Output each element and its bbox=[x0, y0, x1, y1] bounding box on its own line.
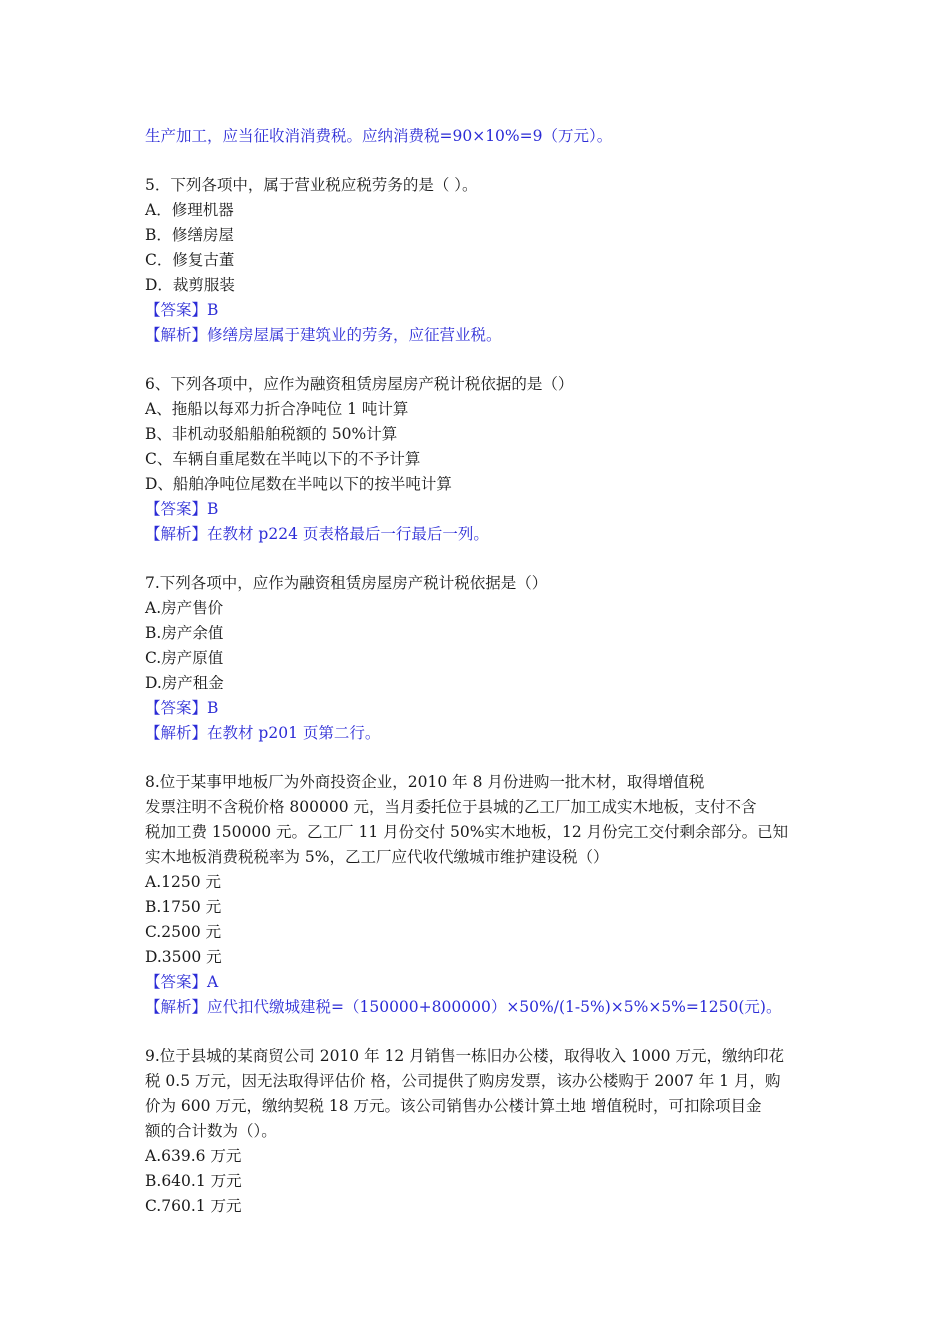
question-stem-line: 6、下列各项中，应作为融资租赁房屋房产税计税依据的是（） bbox=[145, 375, 574, 393]
option-d: D．裁剪服装 bbox=[145, 276, 235, 294]
answer-line: 【答案】B bbox=[145, 500, 219, 518]
analysis-line: 【解析】在教材 p224 页表格最后一行最后一列。 bbox=[145, 525, 489, 543]
question-stem-line: 9.位于县城的某商贸公司 2010 年 12 月销售一栋旧办公楼，取得收入 1000 万元，缴纳印花 bbox=[145, 1047, 784, 1065]
question-stem-line: 7.下列各项中，应作为融资租赁房屋房产税计税依据是（） bbox=[145, 574, 548, 592]
question-stem-line: 税加工费 150000 元。乙工厂 11 月份交付 50%实木地板，12 月份完工交付剩余部分。已知 bbox=[145, 823, 789, 841]
paragraph-gap bbox=[145, 1020, 815, 1044]
question-stem-line: 价为 600 万元，缴纳契税 18 万元。该公司销售办公楼计算土地 增值税时，可扣除项目金 bbox=[145, 1097, 762, 1115]
analysis-line: 【解析】在教材 p201 页第二行。 bbox=[145, 724, 381, 742]
option-b: B、非机动驳船船舶税额的 50%计算 bbox=[145, 425, 398, 443]
question-stem-line: 8.位于某事甲地板厂为外商投资企业，2010 年 8 月份进购一批木材，取得增值税 bbox=[145, 773, 705, 791]
question-7 bbox=[145, 571, 815, 746]
option-c: C．修复古董 bbox=[145, 251, 235, 269]
answer-line: 【答案】A bbox=[145, 973, 219, 991]
option-b: B.房产余值 bbox=[145, 624, 224, 642]
document-body bbox=[145, 124, 815, 1219]
option-b: B.640.1 万元 bbox=[145, 1172, 242, 1190]
option-a: A、拖船以每邓力折合净吨位 1 吨计算 bbox=[145, 400, 409, 418]
option-a: A.房产售价 bbox=[145, 599, 224, 617]
paragraph-gap bbox=[145, 547, 815, 571]
option-c: C、车辆自重尾数在半吨以下的不予计算 bbox=[145, 450, 421, 468]
question-stem-line: 额的合计数为（）。 bbox=[145, 1122, 277, 1140]
question-stem-line: 税 0.5 万元，因无法取得评估价 格，公司提供了购房发票，该办公楼购于 2007 年 1 月，购 bbox=[145, 1072, 781, 1090]
intro-explanation-line: 生产加工，应当征收消消费税。应纳消费税=90×10%=9（万元）。 bbox=[145, 127, 613, 145]
option-d: D.3500 元 bbox=[145, 948, 222, 966]
option-a: A.1250 元 bbox=[145, 873, 221, 891]
question-6 bbox=[145, 372, 815, 547]
option-a: A.639.6 万元 bbox=[145, 1147, 242, 1165]
analysis-line: 【解析】修缮房屋属于建筑业的劳务，应征营业税。 bbox=[145, 326, 502, 344]
question-5 bbox=[145, 173, 815, 348]
option-b: B．修缮房屋 bbox=[145, 226, 234, 244]
analysis-line: 【解析】应代扣代缴城建税=（150000+800000）×50%/(1-5%)×5%×5%=1250(元)。 bbox=[145, 998, 782, 1016]
paragraph-gap bbox=[145, 746, 815, 770]
option-a: A．修理机器 bbox=[145, 201, 234, 219]
option-c: C.760.1 万元 bbox=[145, 1197, 242, 1215]
answer-line: 【答案】B bbox=[145, 699, 219, 717]
option-c: C.2500 元 bbox=[145, 923, 222, 941]
option-c: C.房产原值 bbox=[145, 649, 224, 667]
question-8 bbox=[145, 770, 815, 1020]
question-9 bbox=[145, 1044, 815, 1219]
option-d: D.房产租金 bbox=[145, 674, 224, 692]
answer-line: 【答案】B bbox=[145, 301, 219, 319]
option-d: D、船舶净吨位尾数在半吨以下的按半吨计算 bbox=[145, 475, 452, 493]
paragraph-gap bbox=[145, 348, 815, 372]
question-stem-line: 实木地板消费税税率为 5%，乙工厂应代收代缴城市维护建设税（） bbox=[145, 848, 609, 866]
question-stem-line: 发票注明不含税价格 800000 元，当月委托位于县城的乙工厂加工成实木地板，支付不含 bbox=[145, 798, 757, 816]
option-b: B.1750 元 bbox=[145, 898, 222, 916]
paragraph-gap bbox=[145, 149, 815, 173]
question-stem-line: 5．下列各项中，属于营业税应税劳务的是（ ）。 bbox=[145, 176, 478, 194]
